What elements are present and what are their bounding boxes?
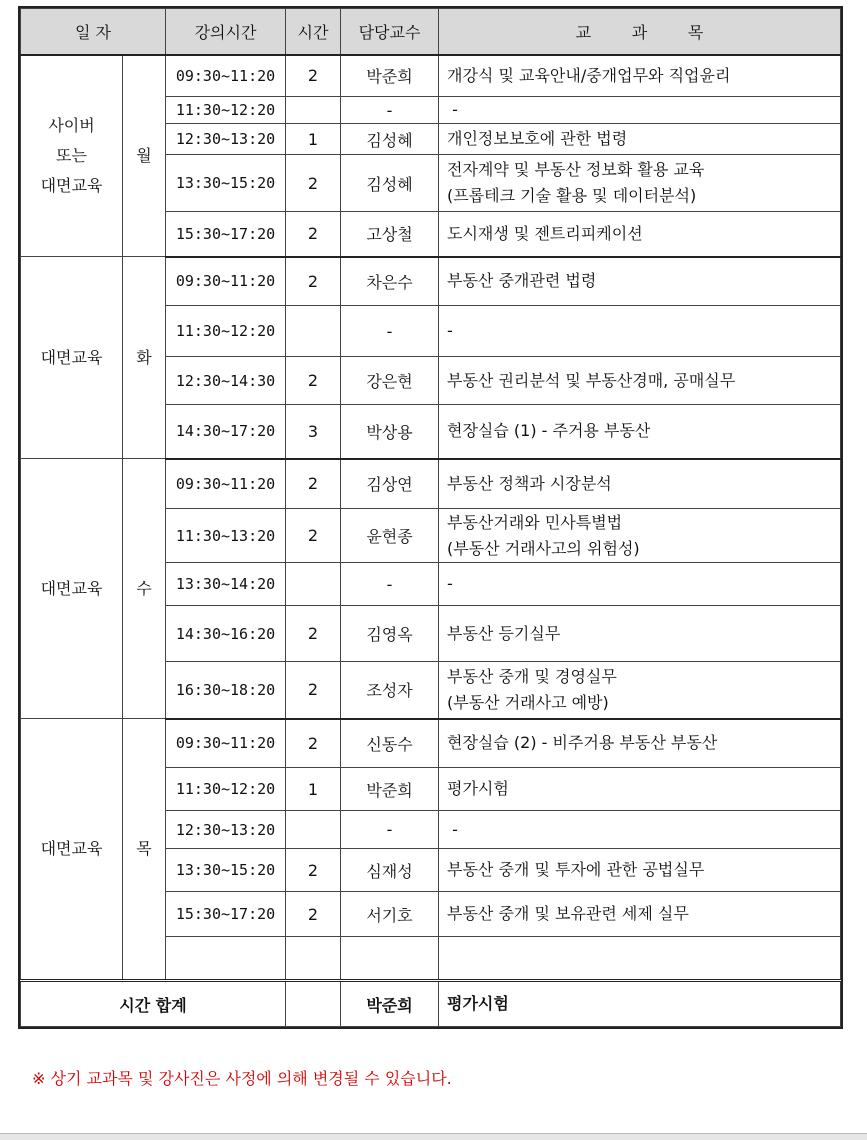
lecture-time: 11:30~12:20: [166, 97, 286, 124]
session-type-line: 사이버: [48, 115, 95, 135]
professor-name: 박준희: [341, 768, 439, 811]
professor-name: 윤현종: [341, 509, 439, 563]
subject-cell: [439, 306, 841, 357]
lecture-hours: 2: [286, 459, 341, 509]
subject-line: -: [447, 574, 453, 593]
professor-name: 김상연: [341, 459, 439, 509]
total-professor: 박준희: [341, 981, 439, 1027]
lecture-hours: [286, 97, 341, 124]
subject-line: 개인정보보호에 관한 법령: [447, 129, 628, 148]
lecture-time: 15:30~17:20: [166, 212, 286, 257]
total-hours: [286, 981, 341, 1027]
subject-cell: [439, 811, 841, 849]
professor-name: 심재성: [341, 849, 439, 892]
lecture-time: 12:30~13:20: [166, 811, 286, 849]
subject-line: -: [447, 100, 458, 119]
subject-line: (부동산 거래사고의 위험성): [447, 538, 640, 558]
subject-cell: [439, 937, 841, 981]
subject-cell: [439, 155, 841, 212]
lecture-hours: 2: [286, 212, 341, 257]
lecture-time: 09:30~11:20: [166, 257, 286, 306]
lecture-time: 11:30~12:20: [166, 768, 286, 811]
subject-cell: [439, 768, 841, 811]
session-type: [21, 55, 123, 257]
lecture-hours: [286, 937, 341, 981]
lecture-hours: 2: [286, 257, 341, 306]
professor-name: 서기호: [341, 892, 439, 937]
professor-name: 김영옥: [341, 606, 439, 662]
professor-name: 고상철: [341, 212, 439, 257]
lecture-time: 12:30~13:20: [166, 124, 286, 155]
lecture-hours: 2: [286, 719, 341, 768]
session-type-line: 대면교육: [40, 839, 103, 858]
subject-line: 부동산거래와 민사특별법: [447, 512, 623, 532]
session-type-line: 또는: [56, 145, 87, 165]
lecture-time: 11:30~12:20: [166, 306, 286, 357]
subject-line: (프롭테크 기술 활용 및 데이터분석): [447, 186, 697, 205]
professor-name: 조성자: [341, 662, 439, 719]
subject-cell: [439, 662, 841, 719]
subject-cell: [439, 212, 841, 257]
lecture-hours: [286, 563, 341, 606]
professor-name: [341, 937, 439, 981]
total-subject: 평가시험: [439, 981, 841, 1027]
professor-name: 신동수: [341, 719, 439, 768]
professor-name: 차은수: [341, 257, 439, 306]
bottom-scrollbar[interactable]: [0, 1133, 867, 1140]
lecture-time: 11:30~13:20: [166, 509, 286, 563]
total-row: [21, 981, 841, 1027]
lecture-time: 09:30~11:20: [166, 459, 286, 509]
professor-name: -: [341, 97, 439, 124]
professor-name: -: [341, 811, 439, 849]
subject-cell: [439, 124, 841, 155]
lecture-hours: 2: [286, 606, 341, 662]
subject-line: 부동산 중개 및 경영실무: [447, 666, 617, 686]
subject-line: 현장실습 (1) - 주거용 부동산: [447, 421, 651, 441]
lecture-time: 14:30~16:20: [166, 606, 286, 662]
lecture-time: 09:30~11:20: [166, 719, 286, 768]
header-hours: 시간: [286, 9, 341, 55]
lecture-hours: 2: [286, 55, 341, 97]
weekday: 목: [123, 719, 166, 981]
professor-name: 김성혜: [341, 155, 439, 212]
subject-line: 전자계약 및 부동산 정보화 활용 교육: [447, 160, 705, 179]
header-time: 강의시간: [166, 9, 286, 55]
header-date: 일 자: [21, 9, 166, 55]
subject-cell: [439, 405, 841, 459]
professor-name: -: [341, 306, 439, 357]
header-subject: 교 과 목: [439, 9, 841, 55]
session-type-line: 대면교육: [40, 578, 103, 598]
subject-line: 부동산 권리분석 및 부동산경매, 공매실무: [447, 370, 736, 390]
schedule-row: [21, 719, 841, 768]
lecture-time: 09:30~11:20: [166, 55, 286, 97]
lecture-hours: [286, 811, 341, 849]
lecture-time: 13:30~15:20: [166, 849, 286, 892]
subject-line: 부동산 등기실무: [447, 623, 561, 643]
lecture-time: 12:30~14:30: [166, 357, 286, 405]
lecture-hours: 2: [286, 662, 341, 719]
lecture-time: 13:30~14:20: [166, 563, 286, 606]
session-type-line: 대면교육: [40, 175, 103, 195]
lecture-time: 16:30~18:20: [166, 662, 286, 719]
lecture-hours: 2: [286, 357, 341, 405]
session-type: [21, 257, 123, 459]
lecture-time: [166, 937, 286, 981]
schedule-row: [21, 459, 841, 509]
subject-cell: [439, 459, 841, 509]
subject-line: 현장실습 (2) - 비주거용 부동산 부동산: [447, 733, 718, 753]
lecture-hours: 1: [286, 768, 341, 811]
professor-name: 박준희: [341, 55, 439, 97]
subject-cell: [439, 606, 841, 662]
lecture-time: 13:30~15:20: [166, 155, 286, 212]
weekday: 월: [123, 55, 166, 257]
change-notice: ※ 상기 교과목 및 강사진은 사정에 의해 변경될 수 있습니다.: [32, 1069, 452, 1088]
subject-line: 개강식 및 교육안내/중개업무와 직업윤리: [447, 65, 731, 85]
header-row: [21, 9, 841, 55]
subject-line: 부동산 정책과 시장분석: [447, 473, 612, 493]
weekday: 화: [123, 257, 166, 459]
subject-line: 도시재생 및 젠트리피케이션: [447, 223, 643, 243]
subject-line: 부동산 중개 및 투자에 관한 공법실무: [447, 860, 705, 879]
schedule-table: [20, 8, 841, 1027]
subject-cell: [439, 257, 841, 306]
subject-line: 평가시험: [447, 779, 509, 798]
subject-line: 부동산 중개 및 보유관련 세제 실무: [447, 904, 689, 923]
lecture-time: 15:30~17:20: [166, 892, 286, 937]
subject-line: 부동산 중개관련 법령: [447, 271, 597, 291]
lecture-hours: 2: [286, 849, 341, 892]
lecture-hours: 1: [286, 124, 341, 155]
total-label: 시간 합계: [21, 981, 286, 1027]
subject-cell: [439, 719, 841, 768]
subject-cell: [439, 357, 841, 405]
subject-cell: [439, 892, 841, 937]
professor-name: 김성혜: [341, 124, 439, 155]
lecture-hours: 2: [286, 509, 341, 563]
lecture-hours: 2: [286, 892, 341, 937]
professor-name: -: [341, 563, 439, 606]
header-professor: 담당교수: [341, 9, 439, 55]
weekday: 수: [123, 459, 166, 719]
subject-cell: [439, 97, 841, 124]
lecture-hours: [286, 306, 341, 357]
subject-cell: [439, 509, 841, 563]
subject-cell: [439, 563, 841, 606]
lecture-hours: 2: [286, 155, 341, 212]
session-type-line: 대면교육: [40, 347, 103, 367]
subject-cell: [439, 55, 841, 97]
lecture-hours: 3: [286, 405, 341, 459]
schedule-row: [21, 257, 841, 306]
session-type: [21, 719, 123, 981]
subject-line: -: [447, 321, 453, 340]
subject-line: -: [447, 819, 458, 839]
professor-name: 박상용: [341, 405, 439, 459]
professor-name: 강은현: [341, 357, 439, 405]
subject-line: (부동산 거래사고 예방): [447, 692, 609, 712]
schedule-row: [21, 55, 841, 97]
lecture-time: 14:30~17:20: [166, 405, 286, 459]
session-type: [21, 459, 123, 719]
subject-cell: [439, 849, 841, 892]
